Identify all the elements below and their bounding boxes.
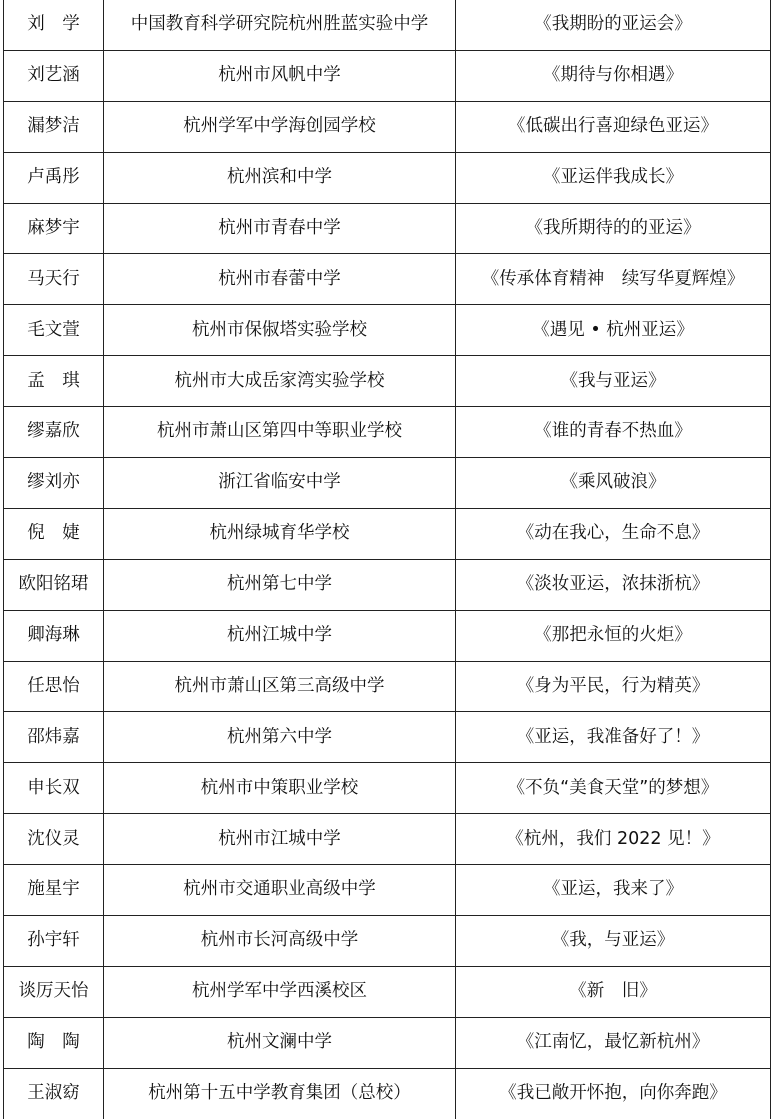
school-name-cell: 杭州学军中学西溪校区 xyxy=(104,966,456,1017)
student-name-cell: 马天行 xyxy=(4,254,104,305)
student-name-cell: 卢禹彤 xyxy=(4,152,104,203)
school-name-cell: 杭州文澜中学 xyxy=(104,1017,456,1068)
table-row xyxy=(4,50,771,101)
school-name-cell: 杭州绿城育华学校 xyxy=(104,508,456,559)
school-name-cell: 杭州市中策职业学校 xyxy=(104,763,456,814)
student-name-cell: 孟 琪 xyxy=(4,356,104,407)
student-name-cell: 申长双 xyxy=(4,763,104,814)
school-name-cell: 杭州第六中学 xyxy=(104,712,456,763)
essay-title-cell: 《我所期待的的亚运》 xyxy=(456,203,771,254)
essay-title-cell: 《传承体育精神 续写华夏辉煌》 xyxy=(456,254,771,305)
table-row xyxy=(4,1068,771,1118)
table-row xyxy=(4,407,771,458)
school-name-cell: 杭州市青春中学 xyxy=(104,203,456,254)
table-row xyxy=(4,152,771,203)
essay-title-cell: 《我，与亚运》 xyxy=(456,916,771,967)
table-row xyxy=(4,356,771,407)
school-name-cell: 杭州市保俶塔实验学校 xyxy=(104,305,456,356)
essay-title-cell: 《身为平民，行为精英》 xyxy=(456,661,771,712)
essay-title-cell: 《我与亚运》 xyxy=(456,356,771,407)
essay-title-cell: 《谁的青春不热血》 xyxy=(456,407,771,458)
table-row xyxy=(4,814,771,865)
student-name-cell: 欧阳铭珺 xyxy=(4,559,104,610)
table-row xyxy=(4,559,771,610)
school-name-cell: 杭州市萧山区第三高级中学 xyxy=(104,661,456,712)
essay-title-cell: 《遇见 • 杭州亚运》 xyxy=(456,305,771,356)
student-name-cell: 谈厉天怡 xyxy=(4,966,104,1017)
table-row xyxy=(4,508,771,559)
student-name-cell: 缪嘉欣 xyxy=(4,407,104,458)
student-name-cell: 孙宇轩 xyxy=(4,916,104,967)
table-row xyxy=(4,661,771,712)
winners-table-body xyxy=(4,0,771,1119)
school-name-cell: 杭州市江城中学 xyxy=(104,814,456,865)
school-name-cell: 杭州市风帆中学 xyxy=(104,50,456,101)
school-name-cell: 杭州市萧山区第四中等职业学校 xyxy=(104,407,456,458)
student-name-cell: 任思怡 xyxy=(4,661,104,712)
school-name-cell: 杭州江城中学 xyxy=(104,610,456,661)
student-name-cell: 缪刘亦 xyxy=(4,458,104,509)
essay-title-cell: 《亚运，我准备好了！》 xyxy=(456,712,771,763)
essay-title-cell: 《低碳出行喜迎绿色亚运》 xyxy=(456,101,771,152)
student-name-cell: 倪 婕 xyxy=(4,508,104,559)
essay-title-cell: 《乘风破浪》 xyxy=(456,458,771,509)
student-name-cell: 陶 陶 xyxy=(4,1017,104,1068)
table-row xyxy=(4,966,771,1017)
student-name-cell: 沈仪灵 xyxy=(4,814,104,865)
student-name-cell: 王淑窈 xyxy=(4,1068,104,1118)
student-name-cell: 邵炜嘉 xyxy=(4,712,104,763)
school-name-cell: 杭州第十五中学教育集团（总校） xyxy=(104,1068,456,1118)
student-name-cell: 刘艺涵 xyxy=(4,50,104,101)
student-name-cell: 漏梦洁 xyxy=(4,101,104,152)
essay-title-cell: 《期待与你相遇》 xyxy=(456,50,771,101)
table-row xyxy=(4,458,771,509)
student-name-cell: 毛文萱 xyxy=(4,305,104,356)
essay-title-cell: 《亚运，我来了》 xyxy=(456,865,771,916)
student-name-cell: 施星宇 xyxy=(4,865,104,916)
table-row xyxy=(4,763,771,814)
essay-title-cell: 《我期盼的亚运会》 xyxy=(456,0,771,50)
essay-title-cell: 《新 旧》 xyxy=(456,966,771,1017)
student-name-cell: 卿海琳 xyxy=(4,610,104,661)
essay-title-cell: 《淡妆亚运，浓抹浙杭》 xyxy=(456,559,771,610)
table-row xyxy=(4,203,771,254)
table-row xyxy=(4,1017,771,1068)
school-name-cell: 中国教育科学研究院杭州胜蓝实验中学 xyxy=(104,0,456,50)
school-name-cell: 杭州市长河高级中学 xyxy=(104,916,456,967)
essay-title-cell: 《那把永恒的火炬》 xyxy=(456,610,771,661)
table-row xyxy=(4,101,771,152)
essay-title-cell: 《我已敞开怀抱，向你奔跑》 xyxy=(456,1068,771,1118)
school-name-cell: 杭州滨和中学 xyxy=(104,152,456,203)
essay-title-cell: 《杭州，我们 2022 见！》 xyxy=(456,814,771,865)
table-row xyxy=(4,305,771,356)
table-row xyxy=(4,712,771,763)
table-row xyxy=(4,916,771,967)
essay-title-cell: 《江南忆，最忆新杭州》 xyxy=(456,1017,771,1068)
school-name-cell: 杭州第七中学 xyxy=(104,559,456,610)
table-row xyxy=(4,0,771,50)
student-name-cell: 麻梦宇 xyxy=(4,203,104,254)
school-name-cell: 杭州市交通职业高级中学 xyxy=(104,865,456,916)
table-row xyxy=(4,254,771,305)
essay-title-cell: 《动在我心，生命不息》 xyxy=(456,508,771,559)
student-name-cell: 刘 学 xyxy=(4,0,104,50)
essay-title-cell: 《不负“美食天堂”的梦想》 xyxy=(456,763,771,814)
winners-table xyxy=(3,0,771,1119)
school-name-cell: 浙江省临安中学 xyxy=(104,458,456,509)
school-name-cell: 杭州学军中学海创园学校 xyxy=(104,101,456,152)
table-row xyxy=(4,865,771,916)
essay-title-cell: 《亚运伴我成长》 xyxy=(456,152,771,203)
school-name-cell: 杭州市大成岳家湾实验学校 xyxy=(104,356,456,407)
table-row xyxy=(4,610,771,661)
school-name-cell: 杭州市春蕾中学 xyxy=(104,254,456,305)
